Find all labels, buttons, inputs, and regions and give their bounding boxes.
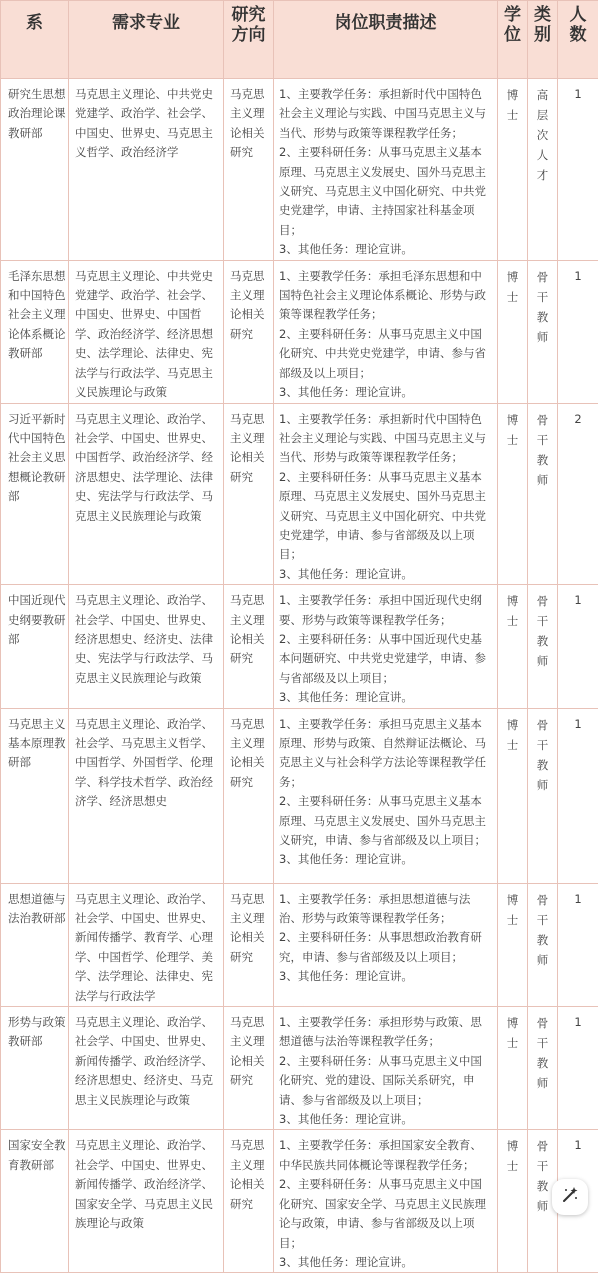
duty-line: 3、其他任务：理论宣讲。 [279,850,493,869]
magic-wand-button[interactable] [552,1179,588,1215]
major-cell: 马克思主义理论、政治学、社会学、中国史、世界史、新闻传播学、教育学、心理学、中国哲学、伦理学、美学、法学理论、法律史、宪法学与行政法学 [69,883,224,1006]
direction-cell: 马克思主义理论相关研究 [224,1130,274,1273]
header-row [1,1,598,79]
header-dept: 系 [1,1,69,79]
major-cell: 马克思主义理论、政治学、社会学、马克思主义哲学、中国哲学、外国哲学、伦理学、科学技术哲学、政治经济学、经济思想史 [69,708,224,883]
duty-line: 2、主要科研任务：从事马克思主义中国化研究、党的建设、国际关系研究，申请、参与省部级及以上项目； [279,1052,493,1110]
major-cell: 马克思主义理论、政治学、社会学、中国史、世界史、经济思想史、经济史、法律史、宪法学与行政法学、马克思主义民族理论与政策 [69,585,224,708]
category-text: 骨干教师 [536,1136,550,1216]
count-cell: 1 [558,79,598,261]
dept-cell: 马克思主义基本原理教研部 [1,708,69,883]
dept-cell: 国家安全教育教研部 [1,1130,69,1273]
table-row [1,708,598,883]
duty-cell [274,79,498,261]
major-cell: 马克思主义理论、中共党史党建学、政治学、社会学、中国史、世界史、马克思主义哲学、政治经济学 [69,79,224,261]
dept-cell: 毛泽东思想和中国特色社会主义理论体系概论教研部 [1,260,69,403]
table-row [1,1007,598,1130]
degree-text: 博士 [506,85,520,125]
duty-cell [274,1007,498,1130]
category-cell [528,883,558,1006]
duty-line: 3、其他任务：理论宣讲。 [279,383,493,402]
direction-cell: 马克思主义理论相关研究 [224,403,274,585]
major-cell: 马克思主义理论、政治学、社会学、中国史、世界史、新闻传播学、政治经济学、经济思想史、经济史、马克思主义民族理论与政策 [69,1007,224,1130]
dept-cell: 研究生思想政治理论课教研部 [1,79,69,261]
count-cell: 1 [558,708,598,883]
header-category: 类别 [528,1,558,79]
degree-text: 博士 [506,890,520,930]
duty-line: 1、主要教学任务：承担形势与政策、思想道德与法治等课程教学任务； [279,1013,493,1052]
count-cell: 1 [558,1007,598,1130]
degree-text: 博士 [506,1013,520,1053]
duty-line: 3、其他任务：理论宣讲。 [279,1110,493,1129]
table-row [1,79,598,261]
direction-cell: 马克思主义理论相关研究 [224,585,274,708]
degree-text: 博士 [506,1136,520,1176]
duty-cell [274,403,498,585]
degree-text: 博士 [506,715,520,755]
degree-cell [498,585,528,708]
category-cell [528,403,558,585]
count-cell: 2 [558,403,598,585]
major-cell: 马克思主义理论、政治学、社会学、中国史、世界史、中国哲学、政治经济学、经济思想史、法学理论、法律史、宪法学与行政法学、马克思主义民族理论与政策 [69,403,224,585]
header-direction: 研究方向 [224,1,274,79]
duty-line: 2、主要科研任务：从事马克思主义基本原理、马克思主义发展史、国外马克思主义研究，申请、参与省部级及以上项目； [279,792,493,850]
category-text: 骨干教师 [536,410,550,490]
duty-line: 1、主要教学任务：承担新时代中国特色社会主义理论与实践、中国马克思主义与当代、形势与政策等课程教学任务； [279,410,493,468]
header-duty: 岗位职责描述 [274,1,498,79]
category-cell [528,79,558,261]
duty-line: 2、主要科研任务：从事马克思主义基本原理、马克思主义发展史、国外马克思主义研究、马克思主义中国化研究、中共党史党建学，申请、参与省部级及以上项目； [279,468,493,565]
degree-text: 博士 [506,267,520,307]
table-row [1,1130,598,1273]
duty-line: 1、主要教学任务：承担国家安全教育、中华民族共同体概论等课程教学任务； [279,1136,493,1175]
degree-cell [498,1130,528,1273]
category-cell [528,1007,558,1130]
degree-cell [498,1007,528,1130]
degree-text: 博士 [506,591,520,631]
duty-line: 2、主要科研任务：从事马克思主义中国化研究、国家安全学、马克思主义民族理论与政策，申请、参与省部级及以上项目； [279,1175,493,1253]
table-row [1,883,598,1006]
major-cell: 马克思主义理论、政治学、社会学、中国史、世界史、新闻传播学、政治经济学、国家安全学、马克思主义民族理论与政策 [69,1130,224,1273]
category-text: 骨干教师 [536,1013,550,1093]
magic-wand-icon [561,1186,579,1208]
duty-cell [274,883,498,1006]
dept-cell: 思想道德与法治教研部 [1,883,69,1006]
major-cell: 马克思主义理论、中共党史党建学、政治学、社会学、中国史、世界史、中国哲学、政治经济学、经济思想史、法学理论、法律史、宪法学与行政法学、马克思主义民族理论与政策 [69,260,224,403]
duty-line: 1、主要教学任务：承担马克思主义基本原理、形势与政策、自然辩证法概论、马克思主义与社会科学方法论等课程教学任务； [279,715,493,793]
degree-text: 博士 [506,410,520,450]
duty-cell [274,1130,498,1273]
duty-line: 3、其他任务：理论宣讲。 [279,240,493,259]
category-text: 骨干教师 [536,890,550,970]
count-cell: 1 [558,1130,598,1273]
dept-cell: 中国近现代史纲要教研部 [1,585,69,708]
direction-cell: 马克思主义理论相关研究 [224,1007,274,1130]
degree-cell [498,708,528,883]
duty-cell [274,708,498,883]
category-text: 骨干教师 [536,267,550,347]
category-cell [528,260,558,403]
duty-line: 1、主要教学任务：承担新时代中国特色社会主义理论与实践、中国马克思主义与当代、形势与政策等课程教学任务； [279,85,493,143]
duty-line: 3、其他任务：理论宣讲。 [279,1253,493,1272]
duty-line: 3、其他任务：理论宣讲。 [279,967,493,986]
degree-cell [498,79,528,261]
degree-cell [498,403,528,585]
table-row [1,585,598,708]
duty-line: 3、其他任务：理论宣讲。 [279,688,493,707]
count-cell: 1 [558,260,598,403]
direction-cell: 马克思主义理论相关研究 [224,708,274,883]
category-cell [528,708,558,883]
direction-cell: 马克思主义理论相关研究 [224,79,274,261]
table-row [1,260,598,403]
duty-line: 3、其他任务：理论宣讲。 [279,565,493,584]
category-text: 骨干教师 [536,591,550,671]
direction-cell: 马克思主义理论相关研究 [224,883,274,1006]
duty-line: 1、主要教学任务：承担毛泽东思想和中国特色社会主义理论体系概论、形势与政策等课程教学任务； [279,267,493,325]
category-cell [528,585,558,708]
count-cell: 1 [558,585,598,708]
duty-cell [274,260,498,403]
degree-cell [498,260,528,403]
duty-line: 1、主要教学任务：承担中国近现代史纲要、形势与政策等课程教学任务； [279,591,493,630]
duty-cell [274,585,498,708]
degree-cell [498,883,528,1006]
duty-line: 2、主要科研任务：从事思想政治教育研究，申请、参与省部级及以上项目； [279,928,493,967]
duty-line: 2、主要科研任务：从事马克思主义中国化研究、中共党史党建学，申请、参与省部级及以上项目； [279,325,493,383]
direction-cell: 马克思主义理论相关研究 [224,260,274,403]
header-degree: 学位 [498,1,528,79]
header-major: 需求专业 [69,1,224,79]
count-cell: 1 [558,883,598,1006]
duty-line: 2、主要科研任务：从事马克思主义基本原理、马克思主义发展史、国外马克思主义研究、马克思主义中国化研究、中共党史党建学，申请、主持国家社科基金项目； [279,143,493,240]
table-row [1,403,598,585]
category-text: 高层次人才 [536,85,550,185]
duty-line: 1、主要教学任务：承担思想道德与法治、形势与政策等课程教学任务； [279,890,493,929]
category-text: 骨干教师 [536,715,550,795]
dept-cell: 习近平新时代中国特色社会主义思想概论教研部 [1,403,69,585]
duty-line: 2、主要科研任务：从事中国近现代史基本问题研究、中共党史党建学，申请、参与省部级及以上项目； [279,630,493,688]
header-count: 人数 [558,1,598,79]
dept-cell: 形势与政策教研部 [1,1007,69,1130]
